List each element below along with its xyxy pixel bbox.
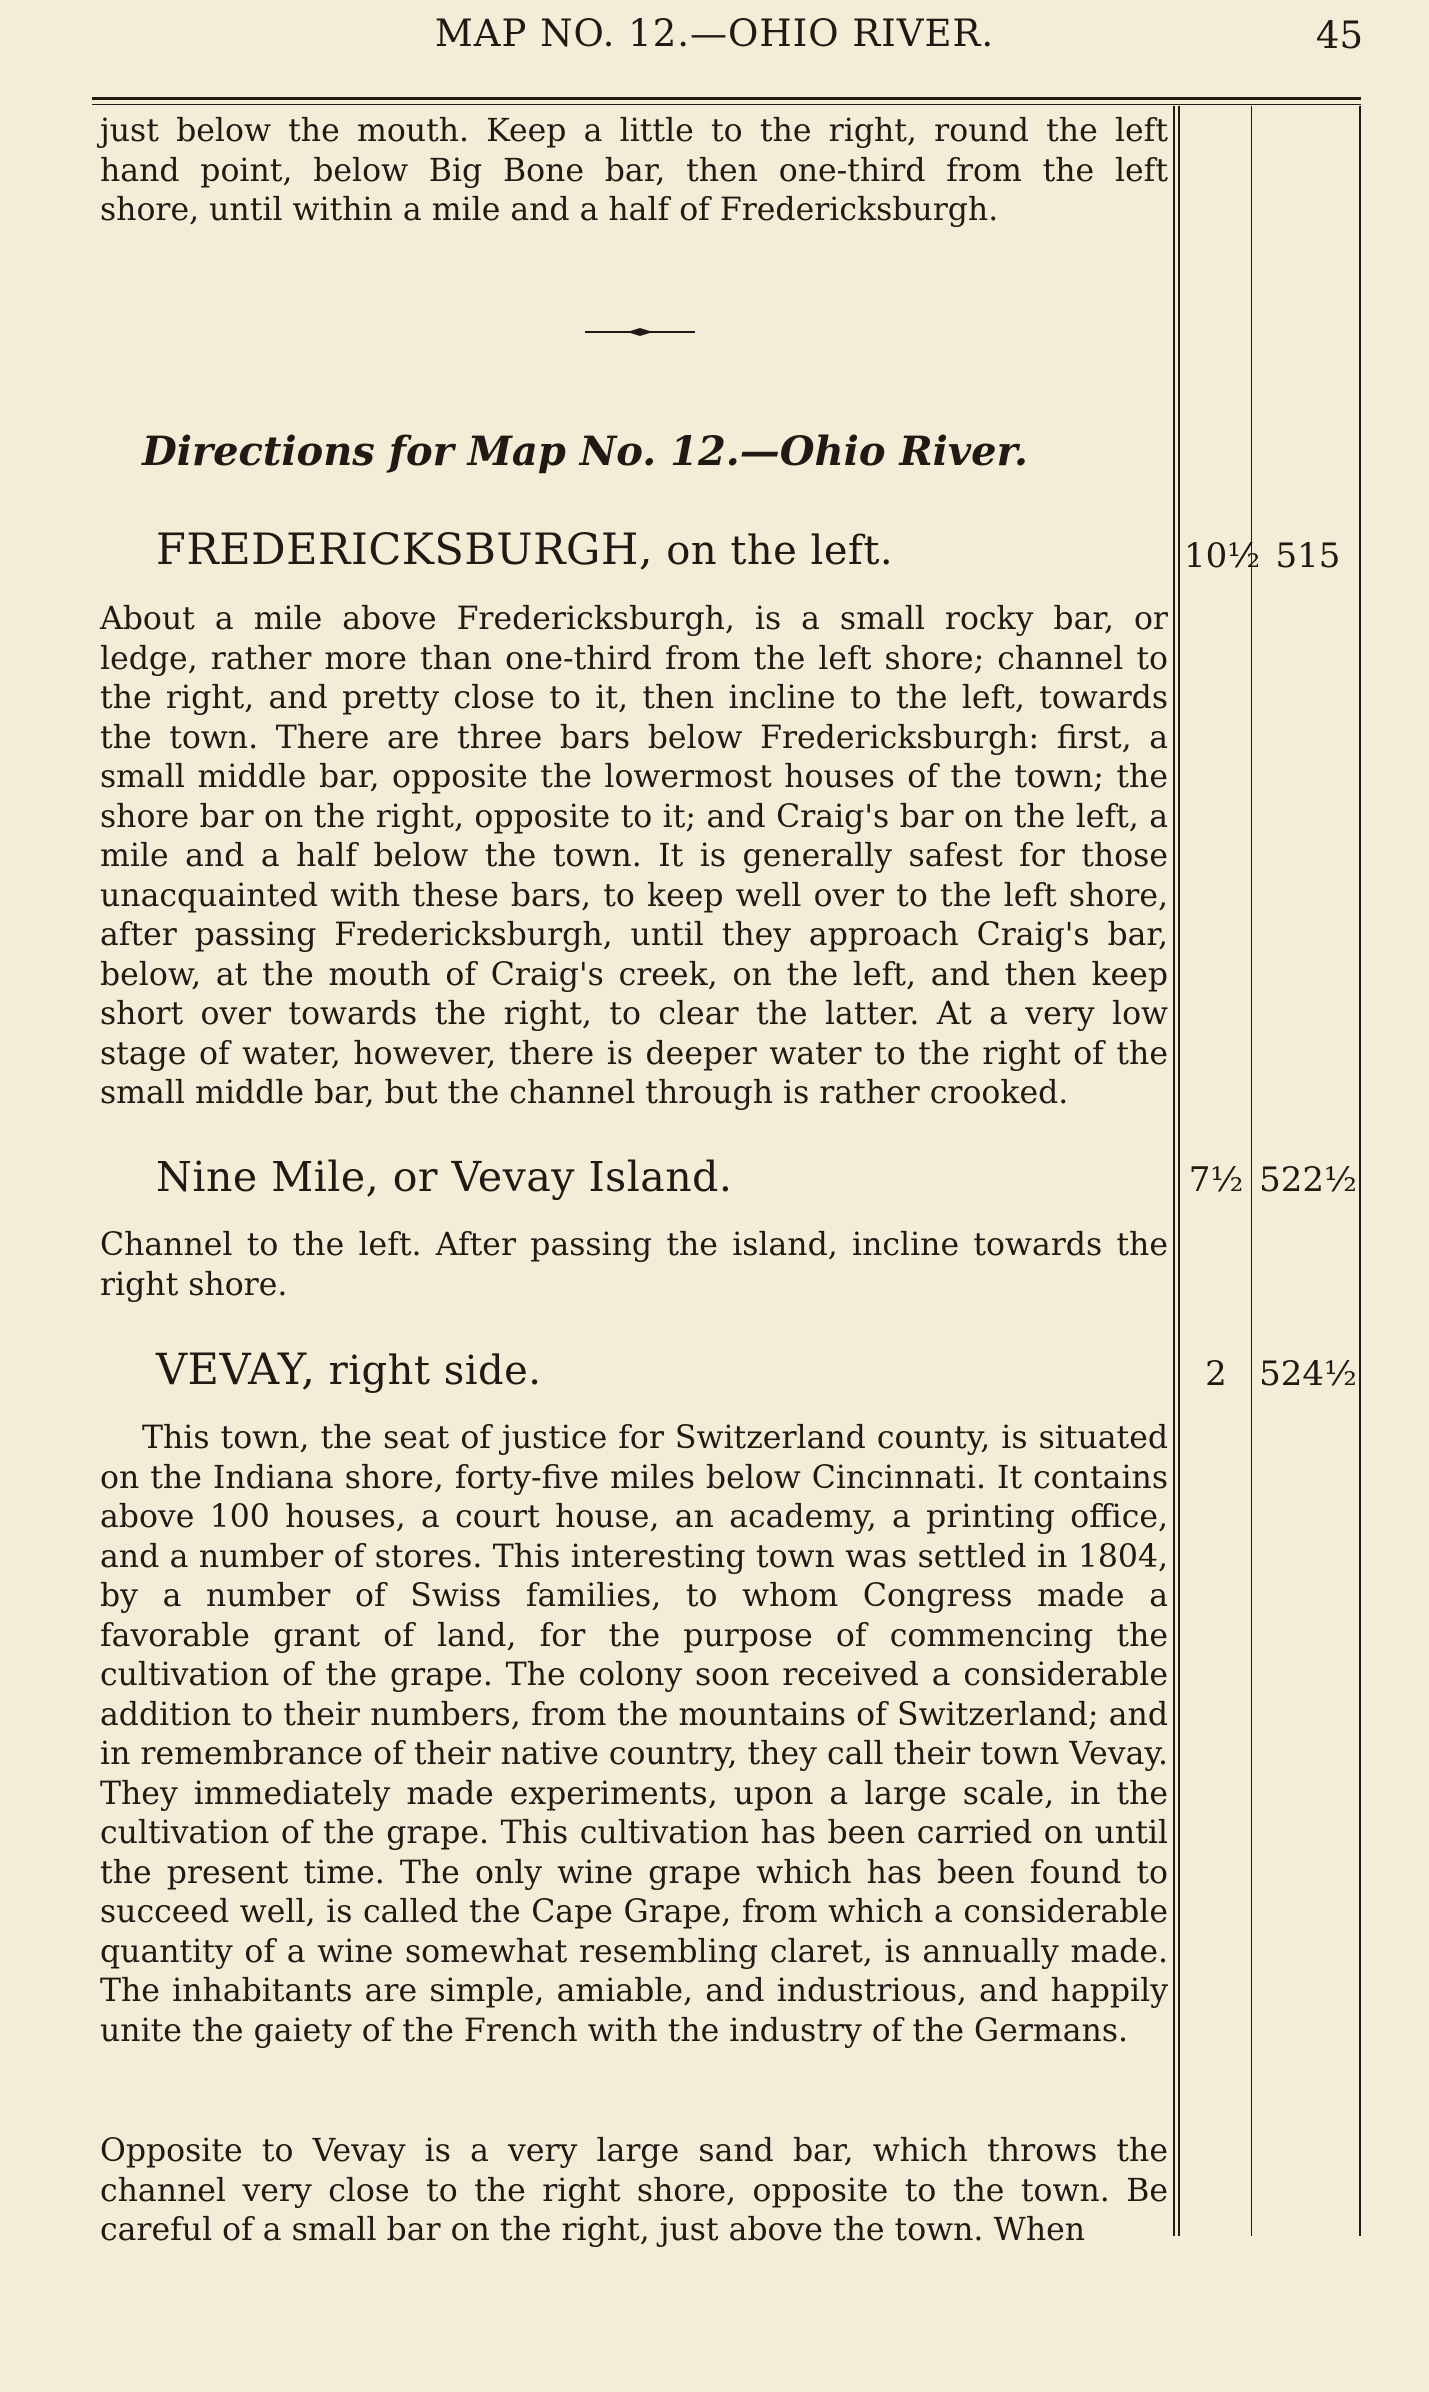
place-side: on the left. bbox=[653, 528, 894, 574]
section-title: Directions for Map No. 12.—Ohio River. bbox=[142, 428, 1028, 475]
entry-paragraph: Opposite to Vevay is a very large sand bar, which throws the channel very close to the right shore, opposite to the town. Be careful of a small bar on the right, just above the town. When bbox=[100, 2133, 1168, 2248]
entry-body-continued bbox=[100, 2132, 1168, 2251]
entry-body bbox=[100, 1419, 1168, 2051]
place-side: right side. bbox=[315, 1348, 542, 1394]
place-name: VEVAY, bbox=[156, 1345, 316, 1395]
entry-body bbox=[100, 600, 1168, 1114]
column-rule-right bbox=[1359, 106, 1361, 2236]
header-rule-thick bbox=[92, 97, 1361, 100]
entry-heading-fredericksburgh bbox=[156, 525, 893, 575]
column-rule-left bbox=[1173, 106, 1175, 2236]
place-name: Nine Mile, or Vevay Island. bbox=[156, 1153, 733, 1201]
entry-paragraph: About a mile above Fredericksburgh, is a small rocky bar, or ledge, rather more than one-third from the left shore; channel to the right, and pretty close to it, then incline to the left, towards the town. There are three bars below Fredericksburgh: first, a small middle bar, opposite the lowermost houses of the town; the shore bar on the right, opposite to it; and Craig's bar on the left, a mile and a half below the town. It is generally safest for those unacquainted with these bars, to keep well over to the left shore, after passing Fredericksburgh, until they approach Craig's bar, below, at the mouth of Craig's creek, on the left, and then keep short over towards the right, to clear the latter. At a very low stage of water, however, there is deeper water to the right of the small middle bar, but the channel through is rather crooked. bbox=[100, 601, 1168, 1111]
distance-cell: 7½ bbox=[1188, 1160, 1244, 1200]
distance-cell: 2 bbox=[1205, 1354, 1227, 1394]
cumulative-cell: 522½ bbox=[1259, 1160, 1357, 1200]
column-rule-middle bbox=[1251, 106, 1252, 2236]
entry-heading-nine-mile-island bbox=[156, 1152, 732, 1202]
entry-body bbox=[100, 1226, 1168, 1305]
cumulative-cell: 515 bbox=[1275, 536, 1341, 576]
entry-heading-vevay bbox=[156, 1345, 542, 1395]
header-rule-thin bbox=[92, 104, 1361, 105]
page-number: 45 bbox=[1315, 14, 1363, 57]
entry-paragraph: This town, the seat of justice for Switzerland county, is situated on the Indiana shore, forty-five miles below Cincinnati. It contains above 100 houses, a court house, an academy, a printing office, and a number of stores. This interesting town was settled in 1804, by a number of Swiss families, to whom Congress made a favorable grant of land, for the purpose of commencing the cultivation of the grape. The colony soon received a considerable addition to their numbers, from the mountains of Switzerland; and in remembrance of their native country, they call their town Vevay. They immediately made experiments, upon a large scale, in the cultivation of the grape. This cultivation has been carried on until the present time. The only wine grape which has been found to succeed well, is called the Cape Grape, from which a considerable quantity of a wine somewhat resembling claret, is annually made. The inhabitants are simple, amiable, and industrious, and happily unite the gaiety of the French with the industry of the Germans. bbox=[100, 1420, 1168, 2049]
distance-cell: 10½ bbox=[1184, 536, 1261, 576]
place-name: FREDERICKSBURGH, bbox=[156, 525, 654, 575]
ornament-divider bbox=[585, 327, 695, 337]
entry-paragraph: Channel to the left. After passing the island, incline towards the right shore. bbox=[100, 1227, 1168, 1303]
intro-paragraph: just below the mouth. Keep a little to the right, round the left hand point, below Big Bone bar, then one-third from the left shore, until within a mile and a half of Fredericksburgh. bbox=[100, 113, 1168, 228]
intro-block bbox=[100, 112, 1168, 231]
cumulative-cell: 524½ bbox=[1259, 1354, 1357, 1394]
column-rule-left-inner bbox=[1178, 106, 1180, 2236]
running-header: MAP NO. 12.—OHIO RIVER. bbox=[434, 12, 995, 55]
